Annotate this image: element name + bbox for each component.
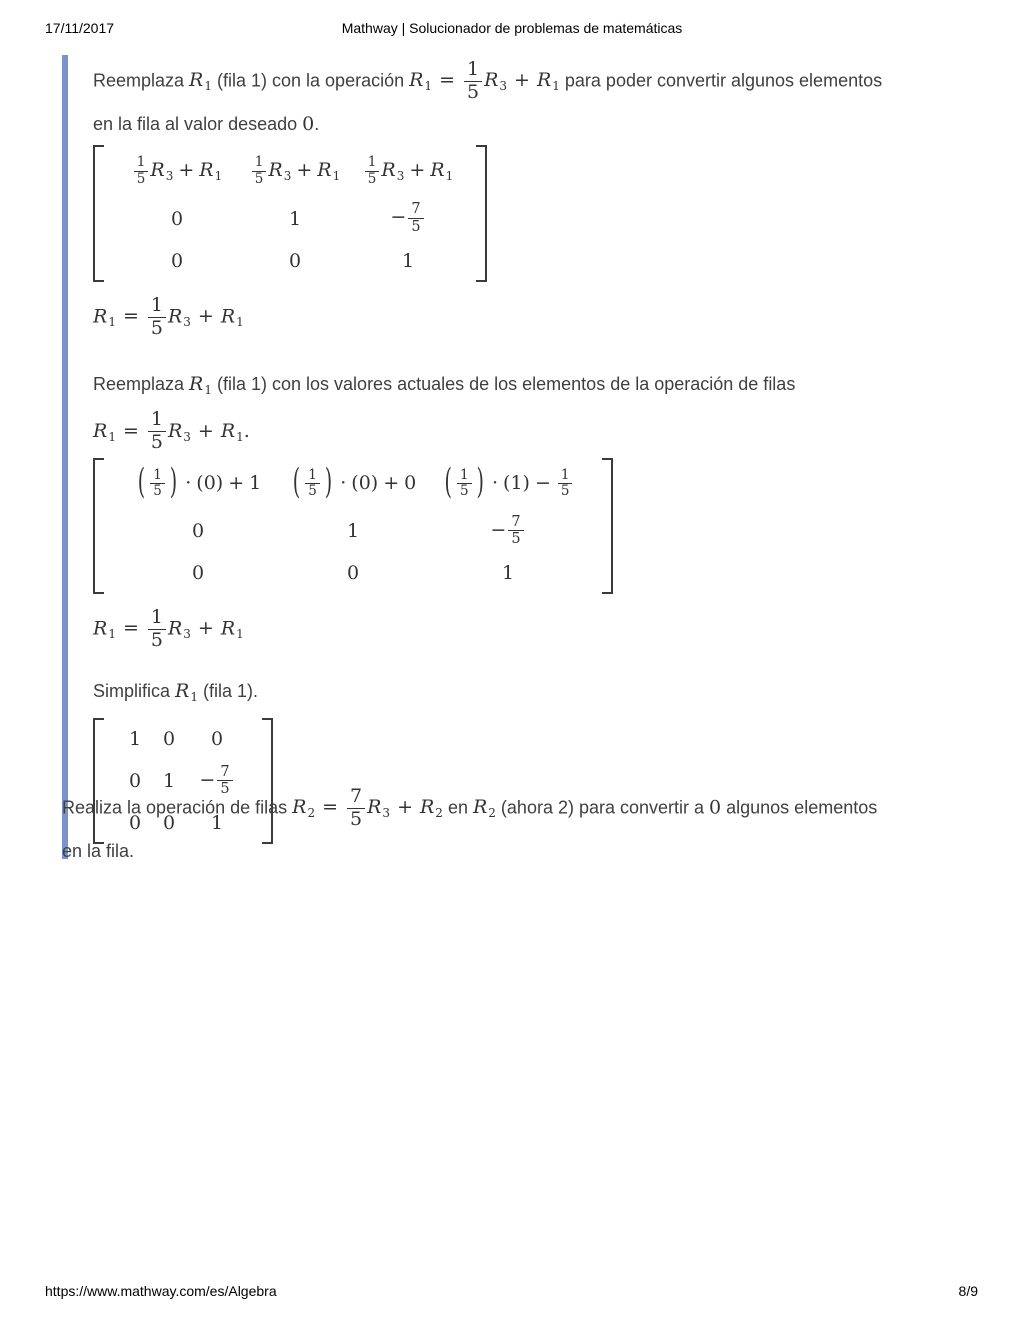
step2-lead: Reemplaza xyxy=(93,374,190,395)
matrix-cell: 1 xyxy=(346,519,360,542)
matrix-cell: 0 xyxy=(191,519,205,542)
math-zero: 0 xyxy=(709,796,722,819)
matrix-cell: 1 xyxy=(162,769,176,792)
step4-paragraph xyxy=(62,786,974,870)
matrix-cell: 0 xyxy=(210,727,224,750)
step4-mid1: en xyxy=(442,797,473,818)
left-bracket xyxy=(93,458,104,594)
step1-period: . xyxy=(314,114,320,135)
matrix-cell: 1 xyxy=(288,207,302,230)
fraction-7-5: $\frac{7}{5}$ xyxy=(347,786,365,831)
step1-tail1: para poder convertir algunos elementos xyxy=(559,70,883,91)
left-bracket xyxy=(93,145,104,281)
math-R1: $R_1$ xyxy=(189,69,212,94)
matrix-cell: − $\frac{7}{5}$ xyxy=(490,514,525,548)
matrix-cell: 0 xyxy=(191,562,205,585)
matrix-cell: 0 xyxy=(170,207,184,230)
step2-mid: (fila 1) con los valores actuales de los elementos de la operación de filas xyxy=(212,374,796,395)
solution-steps-block xyxy=(62,55,962,862)
step1-lead: Reemplaza xyxy=(93,70,190,91)
math-R1: $R_1$ xyxy=(189,373,212,398)
step1-mid: (fila 1) con la operación xyxy=(212,70,410,91)
fraction-1-5: $\frac{1}{5}$ xyxy=(148,409,166,454)
fraction-1-5: $\frac{1}{5}$ xyxy=(148,295,166,340)
row-operation-formula-r1: $R_1$ = $\frac{1}{5}$ $R_3 + R_1$ xyxy=(93,293,244,339)
math-R1: $R_1$ xyxy=(175,679,198,704)
matrix-cell: 0 xyxy=(162,812,176,835)
step2-paragraph xyxy=(93,365,962,455)
row-operation-inline-r2: $R_2$ = $\frac{7}{5}$ $R_3 + R_2$ xyxy=(292,785,443,830)
math-zero: 0 xyxy=(302,113,315,136)
right-bracket xyxy=(476,145,487,281)
matrix-cell: 1 xyxy=(501,562,515,585)
matrix-cell: − $\frac{7}{5}$ xyxy=(199,764,234,798)
matrix-cell: 0 xyxy=(162,727,176,750)
matrix-cell: 0 xyxy=(346,562,360,585)
step3-lead: Simplifica xyxy=(93,680,176,701)
matrix-cell: $\frac{1}{5}$ $R_3 + R_1$ xyxy=(250,155,340,187)
step4-lead: Realiza la operación de filas xyxy=(62,797,293,818)
matrix-cell: 1 xyxy=(210,812,224,835)
row-operation-formula-r1: $R_1$ = $\frac{1}{5}$ $R_3 + R_1$ xyxy=(93,606,244,651)
matrix-cell: − $\frac{7}{5}$ xyxy=(390,201,425,235)
right-bracket xyxy=(602,458,613,594)
matrix-cell: $\frac{1}{5}$ $R_3 + R_1$ xyxy=(363,155,453,187)
matrix-cell: 0 xyxy=(128,812,142,835)
footer-page-number: 8/9 xyxy=(958,1283,978,1299)
step4-tail1: algunos elementos xyxy=(721,797,878,818)
matrix-cell: ( $\frac{1}{5}$ ) · (0) + 1 xyxy=(137,461,262,502)
fraction-1-5: $\frac{1}{5}$ xyxy=(148,607,166,652)
matrix-1 xyxy=(93,145,487,281)
step4-tail2: en la fila. xyxy=(62,841,135,862)
step1-tail2: en la fila al valor deseado xyxy=(93,114,303,135)
step4-mid2: (ahora 2) para convertir a xyxy=(495,797,710,818)
matrix-cell: 1 xyxy=(128,727,142,750)
header-title: Mathway | Solucionador de problemas de matemáticas xyxy=(341,20,683,36)
matrix-cell: 1 xyxy=(401,249,415,272)
matrix-cell: ( $\frac{1}{5}$ ) · (0) + 0 xyxy=(292,461,417,502)
row-operation-inline-r1: $R_1$ = $\frac{1}{5}$ $R_3 + R_1$ xyxy=(409,58,560,103)
matrix-2 xyxy=(93,458,613,594)
matrix-cell: 0 xyxy=(288,249,302,272)
math-R2: $R_2$ xyxy=(472,796,496,821)
fraction-1-5: $\frac{1}{5}$ xyxy=(464,59,482,104)
step1-paragraph xyxy=(93,59,962,143)
step3-tail: (fila 1). xyxy=(197,680,258,701)
header-date: 17/11/2017 xyxy=(45,20,115,36)
matrix-cell: $\frac{1}{5}$ $R_3 + R_1$ xyxy=(132,155,222,187)
row-operation-inline-r1: $R_1$ = $\frac{1}{5}$ $R_3 + R_1$. xyxy=(93,408,250,454)
step3-paragraph xyxy=(93,672,962,716)
matrix-cell: ( $\frac{1}{5}$ ) · (1) − $\frac{1}{5}$ xyxy=(442,468,575,500)
matrix-cell: 0 xyxy=(170,249,184,272)
matrix-cell: 0 xyxy=(128,769,142,792)
footer-url: https://www.mathway.com/es/Algebra xyxy=(45,1283,277,1299)
